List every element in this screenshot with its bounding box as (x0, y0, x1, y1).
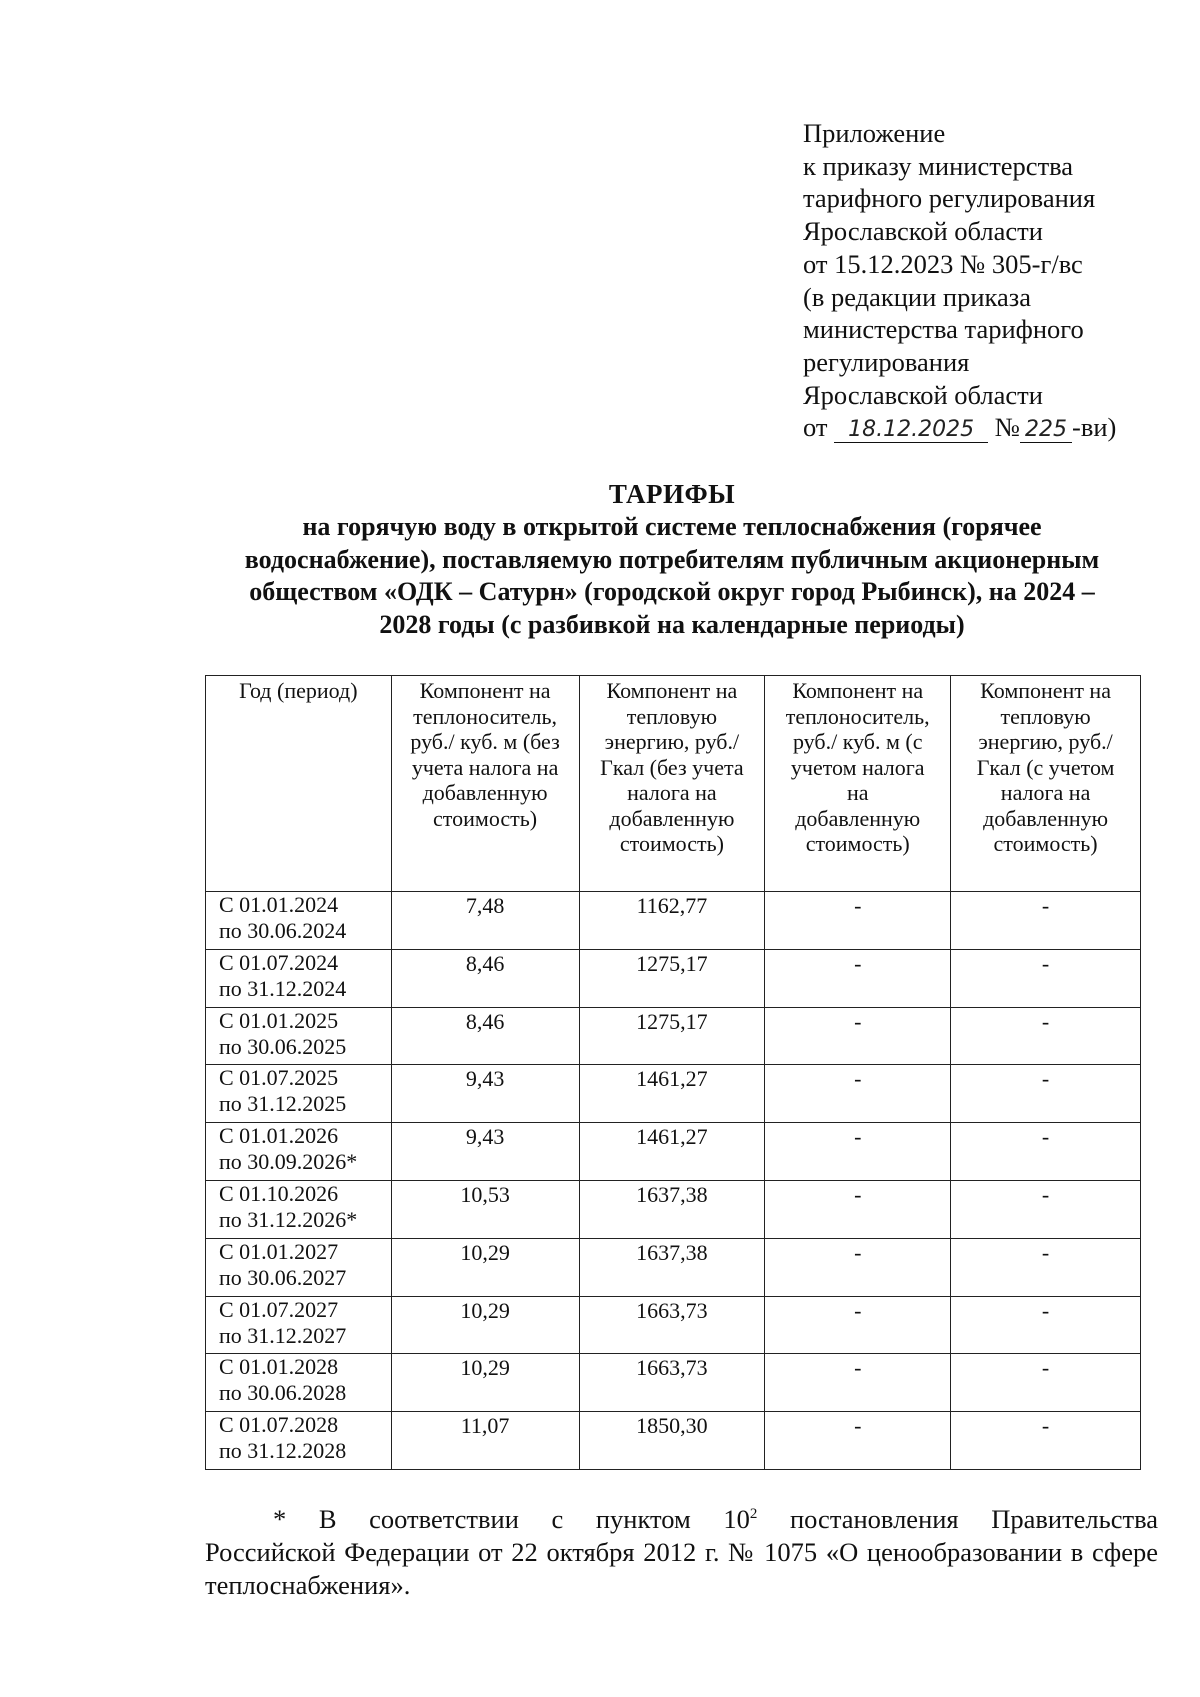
coolant-vat-cell: - (765, 892, 951, 950)
header-coolant-no-vat (391, 676, 579, 892)
table-row (206, 1180, 1141, 1238)
heat-vat-cell: - (951, 1238, 1141, 1296)
coolant-no-vat-cell: 8,46 (391, 949, 579, 1007)
heat-vat-cell: - (951, 1180, 1141, 1238)
appendix-suffix: -ви) (1072, 412, 1117, 443)
heat-no-vat-cell: 1637,38 (579, 1238, 765, 1296)
heat-vat-cell: - (951, 1065, 1141, 1123)
period-cell (206, 1412, 392, 1470)
coolant-no-vat-cell: 11,07 (391, 1412, 579, 1470)
coolant-vat-cell: - (765, 949, 951, 1007)
heat-no-vat-cell: 1162,77 (579, 892, 765, 950)
table-row (206, 1007, 1141, 1065)
period-to: по 31.12.2028 (219, 1438, 347, 1464)
heat-vat-cell: - (951, 949, 1141, 1007)
heat-no-vat-cell: 1275,17 (579, 949, 765, 1007)
coolant-no-vat-cell: 10,29 (391, 1354, 579, 1412)
header-period: Год (период) (206, 676, 392, 892)
footnote-superscript: 2 (749, 1506, 758, 1522)
number-sign: № (994, 412, 1021, 443)
heat-vat-cell: - (951, 1123, 1141, 1181)
title-line: 2028 годы (с разбивкой на календарные периоды) (379, 610, 965, 640)
header-text: Компонент на теплоноситель, руб./ куб. м (без учета налога на добавленную стоимость) (410, 678, 560, 831)
table-header-row (206, 676, 1141, 892)
heat-no-vat-cell: 1850,30 (579, 1412, 765, 1470)
title-line: водоснабжение), поставляемую потребителям публичным акционерным (244, 544, 1100, 574)
table-row (206, 1412, 1141, 1470)
appendix-line: министерства тарифного (803, 314, 1084, 345)
period-from: С 01.01.2025 (219, 1007, 339, 1033)
table-row (206, 1296, 1141, 1354)
title-line: на горячую воду в открытой системе теплоснабжения (горячее (302, 511, 1042, 541)
appendix-line: тарифного регулирования (803, 183, 1096, 214)
header-text: Компонент на теплоноситель, руб./ куб. м (с учетом налога на добавленную стоимость) (785, 678, 930, 856)
period-cell (206, 1123, 392, 1181)
coolant-vat-cell: - (765, 1238, 951, 1296)
footnote (205, 1498, 1158, 1602)
period-cell (206, 1296, 392, 1354)
appendix-from-prefix: от (803, 412, 828, 443)
header-heat-no-vat (579, 676, 765, 892)
period-from: С 01.01.2024 (219, 892, 339, 917)
heat-no-vat-cell: 1663,73 (579, 1296, 765, 1354)
period-cell (206, 949, 392, 1007)
appendix-last-line (803, 411, 1116, 444)
period-to: по 31.12.2025 (219, 1091, 347, 1117)
period-from: С 01.01.2026 (219, 1123, 339, 1149)
appendix-line: (в редакции приказа (803, 281, 1031, 312)
title-main: ТАРИФЫ (608, 479, 736, 509)
coolant-vat-cell: - (765, 1412, 951, 1470)
appendix-line: Приложение (803, 118, 946, 148)
header-heat-vat (951, 676, 1141, 892)
header-text: Компонент на тепловую энергию, руб./Гкал (без учета налога на добавленную стоимость) (600, 678, 744, 856)
coolant-no-vat-cell: 9,43 (391, 1123, 579, 1181)
table-row (206, 1354, 1141, 1412)
header-text: Компонент на тепловую энергию, руб./Гкал (с учетом налога на добавленную стоимость) (976, 678, 1115, 856)
heat-no-vat-cell: 1461,27 (579, 1123, 765, 1181)
period-cell (206, 1238, 392, 1296)
appendix-block (803, 117, 1116, 444)
coolant-no-vat-cell: 10,53 (391, 1180, 579, 1238)
table-row (206, 892, 1141, 950)
heat-vat-cell: - (951, 1007, 1141, 1065)
coolant-no-vat-cell: 8,46 (391, 1007, 579, 1065)
heat-no-vat-cell: 1275,17 (579, 1007, 765, 1065)
appendix-line: Ярославской области (803, 379, 1043, 410)
period-from: С 01.07.2027 (219, 1296, 339, 1322)
period-to: по 31.12.2024 (219, 975, 347, 1001)
footnote-part3: Российской Федерации от 22 октября 2012 г. № 1075 «О ценообразовании в сфере теплоснабжения». (205, 1536, 1158, 1600)
footnote-first-line (205, 1498, 1158, 1536)
coolant-no-vat-cell: 10,29 (391, 1238, 579, 1296)
period-to: по 30.09.2026* (219, 1149, 358, 1175)
period-cell (206, 1180, 392, 1238)
document-title (205, 478, 1139, 642)
period-from: С 01.07.2024 (219, 949, 339, 975)
period-from: С 01.07.2028 (219, 1412, 339, 1438)
table-row (206, 1238, 1141, 1296)
coolant-vat-cell: - (765, 1180, 951, 1238)
period-cell (206, 1065, 392, 1123)
period-from: С 01.01.2028 (219, 1354, 339, 1380)
appendix-line: регулирования (803, 346, 970, 377)
heat-no-vat-cell: 1663,73 (579, 1354, 765, 1412)
period-to: по 30.06.2027 (219, 1264, 347, 1290)
footnote-part1: * В соответствии с пунктом 10 (273, 1503, 750, 1534)
table-row (206, 1123, 1141, 1181)
coolant-no-vat-cell: 9,43 (391, 1065, 579, 1123)
coolant-no-vat-cell: 7,48 (391, 892, 579, 950)
heat-no-vat-cell: 1637,38 (579, 1180, 765, 1238)
heat-no-vat-cell: 1461,27 (579, 1065, 765, 1123)
appendix-line: от 15.12.2023 № 305-г/вс (803, 248, 1083, 279)
handwritten-date: 18.12.2025 (834, 418, 988, 443)
title-line: обществом «ОДК – Сатурн» (городской округ город Рыбинск), на 2024 – (249, 577, 1095, 607)
period-from: С 01.01.2027 (219, 1238, 339, 1264)
heat-vat-cell: - (951, 1296, 1141, 1354)
coolant-vat-cell: - (765, 1123, 951, 1181)
handwritten-number: 225 (1020, 418, 1072, 443)
period-to: по 31.12.2027 (219, 1322, 347, 1348)
coolant-vat-cell: - (765, 1354, 951, 1412)
appendix-line: к приказу министерства (803, 150, 1074, 181)
period-to: по 31.12.2026* (219, 1206, 358, 1232)
period-cell (206, 1354, 392, 1412)
period-from: С 01.10.2026 (219, 1180, 339, 1206)
period-to: по 30.06.2025 (219, 1033, 347, 1059)
period-cell (206, 892, 392, 950)
heat-vat-cell: - (951, 892, 1141, 950)
heat-vat-cell: - (951, 1412, 1141, 1470)
header-coolant-vat (765, 676, 951, 892)
table-row (206, 949, 1141, 1007)
period-from: С 01.07.2025 (219, 1065, 339, 1091)
heat-vat-cell: - (951, 1354, 1141, 1412)
appendix-line: Ярославской области (803, 216, 1043, 247)
tariff-table (205, 675, 1141, 1470)
table-row (206, 1065, 1141, 1123)
period-to: по 30.06.2028 (219, 1380, 347, 1406)
period-cell (206, 1007, 392, 1065)
coolant-no-vat-cell: 10,29 (391, 1296, 579, 1354)
coolant-vat-cell: - (765, 1007, 951, 1065)
period-to: по 30.06.2024 (219, 918, 347, 943)
coolant-vat-cell: - (765, 1065, 951, 1123)
coolant-vat-cell: - (765, 1296, 951, 1354)
footnote-part2: постановления Правительства (757, 1503, 1158, 1534)
